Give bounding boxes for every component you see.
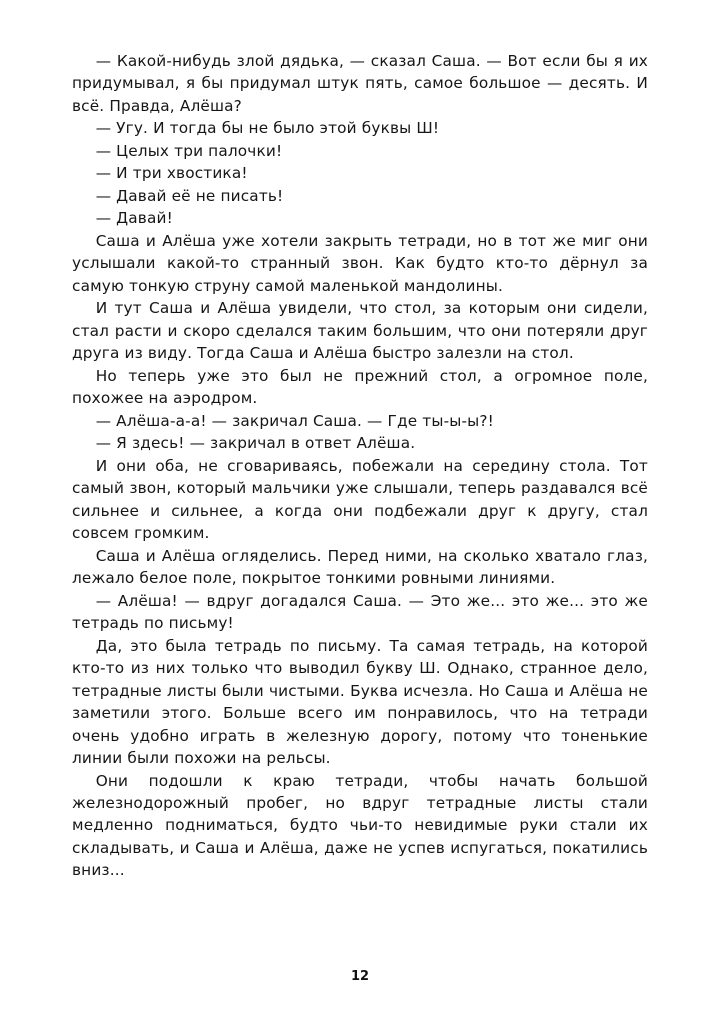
paragraph: И они оба, не сговариваясь, побежали на середину стола. Тот самый звон, который мальчики уже слышали, теперь раздавался всё сильнее и сильнее, а когда они подбежали друг к другу, стал совсем громким.: [72, 456, 648, 543]
page-number: 12: [350, 969, 370, 984]
paragraph: — Я здесь! — закричал в ответ Алёша.: [95, 434, 416, 453]
paragraph: — Давай её не писать!: [95, 186, 284, 205]
paragraph: Да, это была тетрадь по письму. Та самая тетрадь, на которой кто-то из них только что выводил букву Ш. Однако, странное дело, тетрадные листы были чистыми. Буква исчезла. Но Саша и Алёша не заметили этого. Больше всего им понравилось, что на тетради очень удобно играть в железную дорогу, потому что тоненькие линии были похожи на рельсы.: [72, 636, 648, 768]
paragraph: — Целых три палочки!: [95, 141, 283, 160]
paragraph: Они подошли к краю тетради, чтобы начать большой железнодорожный пробег, но вдруг тетрадные листы стали медленно подниматься, будто чьи-то невидимые руки стали их складывать, и Саша и Алёша, даже не успев испугаться, покатились вниз...: [72, 771, 648, 880]
paragraph: — Угу. И тогда бы не было этой буквы Ш!: [95, 119, 440, 138]
paragraph: — Алёша-а-а! — закричал Саша. — Где ты-ы-ы?!: [95, 411, 494, 430]
page-body-text: [72, 50, 648, 882]
paragraph: — Какой-нибудь злой дядька, — сказал Саша. — Вот если бы я их придумывал, я бы придумал штук пять, самое большое — десять. И всё. Правда, Алёша?: [72, 52, 648, 115]
paragraph: — Давай!: [95, 209, 173, 228]
paragraph: Но теперь уже это был не прежний стол, а огромное поле, похожее на аэродром.: [72, 366, 648, 408]
paragraph: — И три хвостика!: [95, 164, 248, 183]
paragraph: И тут Саша и Алёша увидели, что стол, за которым они сидели, стал расти и скоро сделался таким большим, что они потеряли друг друга из виду. Тогда Саша и Алёша быстро залезли на стол.: [72, 299, 648, 363]
paragraph: Саша и Алёша уже хотели закрыть тетради, но в тот же миг они услышали какой-то странный звон. Как будто кто-то дёрнул за самую тонкую струну самой маленькой мандолины.: [72, 231, 648, 295]
paragraph: Саша и Алёша огляделись. Перед ними, на сколько хватало глаз, лежало белое поле, покрытое тонкими ровными линиями.: [72, 546, 648, 588]
paragraph: — Алёша! — вдруг догадался Саша. — Это же... это же... это же тетрадь по письму!: [72, 591, 648, 633]
